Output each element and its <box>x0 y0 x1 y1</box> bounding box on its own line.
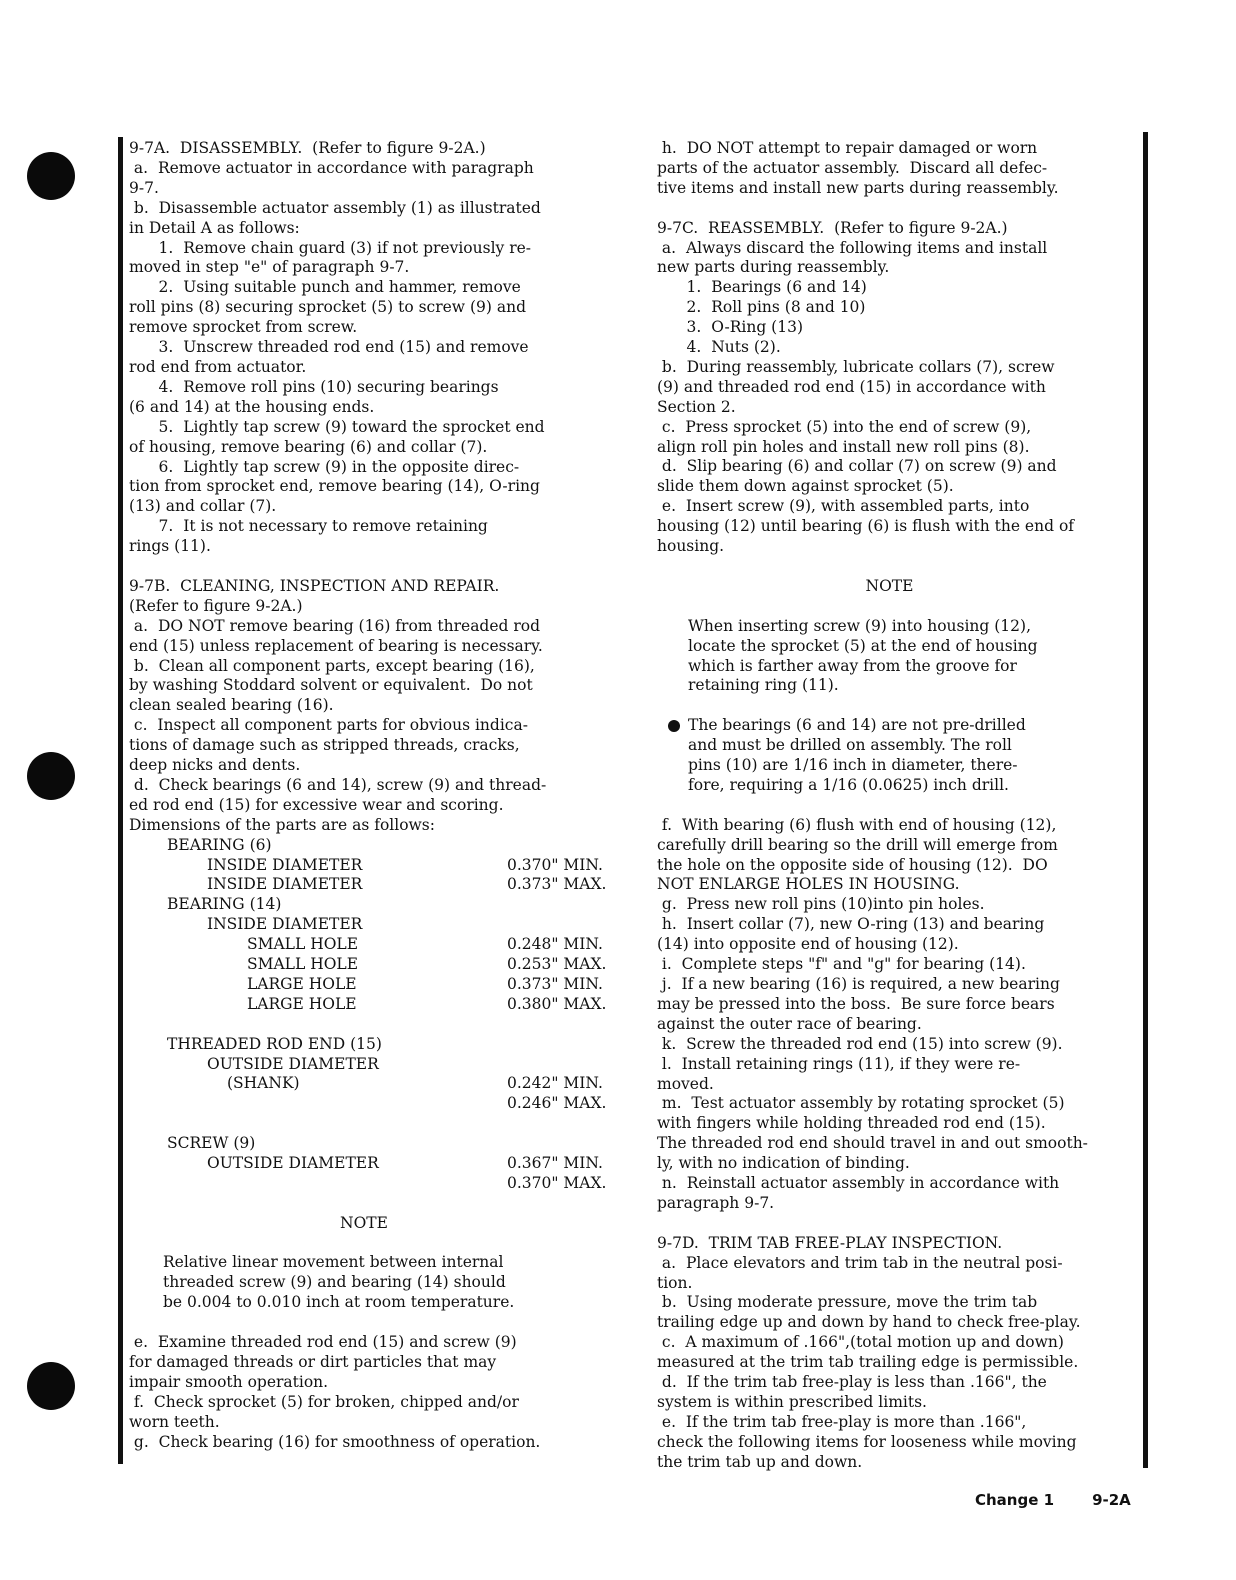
text-line: 3. O-Ring (13) <box>657 318 803 337</box>
reassembly-section <box>657 219 1147 557</box>
text-line: worn teeth. <box>129 1412 220 1431</box>
repair-step <box>657 139 1147 199</box>
change-number: Change 1 <box>975 1491 1055 1509</box>
note-body <box>688 617 1147 697</box>
text-line: with fingers while holding threaded rod end (15). <box>657 1114 1046 1133</box>
text-line: b. Disassemble actuator assembly (1) as illustrated <box>129 198 541 217</box>
dimension-label: SCREW (9) <box>167 1134 256 1153</box>
page-footer <box>975 1491 1131 1509</box>
text-line: clean sealed bearing (16). <box>129 696 334 715</box>
reassembly-steps <box>657 816 1147 1214</box>
text-line: d. If the trim tab free-play is less than .166", the <box>657 1373 1047 1392</box>
text-line: 1. Bearings (6 and 14) <box>657 278 867 297</box>
dimension-row <box>167 915 609 935</box>
dimensions-table <box>167 836 609 1194</box>
dimension-row <box>167 1035 609 1055</box>
cleaning-inspection-section <box>129 577 609 836</box>
dimension-row <box>167 955 609 975</box>
left-column <box>129 139 609 1452</box>
dimension-row <box>167 1094 609 1114</box>
text-line: 5. Lightly tap screw (9) toward the sprocket end <box>129 417 545 436</box>
binder-hole-top <box>27 152 75 200</box>
dimension-value: 0.380" MAX. <box>507 994 607 1013</box>
text-line: b. During reassembly, lubricate collars (7), screw <box>657 357 1055 376</box>
dimension-row <box>167 1174 609 1194</box>
dimension-row <box>167 1134 609 1154</box>
dimension-row <box>167 1015 609 1035</box>
text-line: tive items and install new parts during reassembly. <box>657 178 1059 197</box>
bullet-icon <box>668 720 680 732</box>
text-line: b. Using moderate pressure, move the trim tab <box>657 1293 1038 1312</box>
note-line: be 0.004 to 0.010 inch at room temperature. <box>163 1293 515 1312</box>
note-line: threaded screw (9) and bearing (14) should <box>163 1273 506 1292</box>
text-line: 9-7A. DISASSEMBLY. (Refer to figure 9-2A.) <box>129 139 486 157</box>
right-column <box>657 139 1147 1473</box>
text-line: (Refer to figure 9-2A.) <box>129 596 303 615</box>
text-line: for damaged threads or dirt particles that may <box>129 1352 497 1371</box>
page-number: 9-2A <box>1092 1491 1131 1509</box>
text-line: moved in step "e" of paragraph 9-7. <box>129 258 410 277</box>
dimension-value: 0.248" MIN. <box>507 935 603 954</box>
dimension-label: LARGE HOLE <box>247 974 357 993</box>
bulleted-note <box>688 716 1147 796</box>
text-line: d. Slip bearing (6) and collar (7) on screw (9) and <box>657 457 1057 476</box>
text-line: a. Place elevators and trim tab in the neutral posi- <box>657 1253 1063 1272</box>
text-line: of housing, remove bearing (6) and collar (7). <box>129 437 488 456</box>
text-line: a. Remove actuator in accordance with paragraph <box>129 158 534 177</box>
text-line: l. Install retaining rings (11), if they were re- <box>657 1054 1021 1073</box>
dimension-row <box>167 1154 609 1174</box>
change-bar-left <box>118 137 123 1464</box>
text-line: n. Reinstall actuator assembly in accordance with <box>657 1174 1060 1193</box>
note-body <box>163 1253 609 1313</box>
text-line: rings (11). <box>129 537 211 556</box>
bullet-note-text: The bearings (6 and 14) are not pre-drilled <box>688 716 1026 735</box>
text-line: 2. Using suitable punch and hammer, remove <box>129 278 521 297</box>
trim-tab-inspection-section <box>657 1234 1147 1473</box>
text-line: e. If the trim tab free-play is more than .166", <box>657 1412 1027 1431</box>
dimension-row <box>167 935 609 955</box>
text-line: in Detail A as follows: <box>129 218 300 237</box>
dimension-label: BEARING (14) <box>167 895 282 914</box>
text-line: ed rod end (15) for excessive wear and scoring. <box>129 795 504 814</box>
text-line: e. Examine threaded rod end (15) and screw (9) <box>129 1333 517 1352</box>
text-line: h. DO NOT attempt to repair damaged or worn <box>657 139 1038 157</box>
text-line: The threaded rod end should travel in and out smooth- <box>657 1134 1088 1153</box>
text-line: rod end from actuator. <box>129 357 307 376</box>
inspection-steps <box>129 1333 609 1452</box>
text-line: g. Press new roll pins (10)into pin holes. <box>657 895 985 914</box>
text-line: ly, with no indication of binding. <box>657 1154 910 1173</box>
text-line: end (15) unless replacement of bearing is necessary. <box>129 636 543 655</box>
text-line: b. Clean all component parts, except bearing (16), <box>129 656 535 675</box>
dimension-row <box>167 856 609 876</box>
text-line: roll pins (8) securing sprocket (5) to screw (9) and <box>129 298 527 317</box>
note-line: When inserting screw (9) into housing (12), <box>688 616 1031 635</box>
text-line: f. With bearing (6) flush with end of housing (12), <box>657 815 1057 834</box>
disassembly-section <box>129 139 609 557</box>
text-line: tion. <box>657 1273 693 1292</box>
text-line: a. DO NOT remove bearing (16) from threaded rod <box>129 616 541 635</box>
text-line: the trim tab up and down. <box>657 1452 863 1471</box>
text-line: 3. Unscrew threaded rod end (15) and remove <box>129 338 529 357</box>
dimension-value: 0.373" MIN. <box>507 974 603 993</box>
bullet-note-text: fore, requiring a 1/16 (0.0625) inch drill. <box>688 775 1009 794</box>
dimension-row <box>167 836 609 856</box>
bullet-note-line <box>688 736 1147 756</box>
text-line: 9-7. <box>129 178 159 197</box>
note-line: Relative linear movement between internal <box>163 1253 504 1272</box>
text-line: system is within prescribed limits. <box>657 1393 927 1411</box>
text-line: c. A maximum of .166",(total motion up and down) <box>657 1333 1064 1352</box>
text-line: by washing Stoddard solvent or equivalent. Do not <box>129 676 533 695</box>
note-line: which is farther away from the groove for <box>688 656 1017 675</box>
dimension-label: THREADED ROD END (15) <box>167 1034 382 1053</box>
text-line: against the outer race of bearing. <box>657 1014 922 1033</box>
text-line: housing. <box>657 537 725 556</box>
text-line: may be pressed into the boss. Be sure force bears <box>657 994 1055 1013</box>
text-line: c. Press sprocket (5) into the end of screw (9), <box>657 417 1032 436</box>
dimension-value: 0.373" MAX. <box>507 875 607 894</box>
text-line: i. Complete steps "f" and "g" for bearing (14). <box>657 955 1026 974</box>
bullet-note-line <box>688 756 1147 776</box>
dimension-row <box>167 1055 609 1075</box>
text-line: moved. <box>657 1074 714 1093</box>
text-line: paragraph 9-7. <box>657 1193 775 1212</box>
dimension-label: INSIDE DIAMETER <box>207 855 363 874</box>
text-line: the hole on the opposite side of housing (12). DO <box>657 855 1048 874</box>
text-line: j. If a new bearing (16) is required, a new bearing <box>657 974 1060 993</box>
note-line: retaining ring (11). <box>688 676 839 695</box>
text-line: h. Insert collar (7), new O-ring (13) and bearing <box>657 915 1045 934</box>
note-line: locate the sprocket (5) at the end of housing <box>688 636 1038 655</box>
text-line: g. Check bearing (16) for smoothness of operation. <box>129 1432 541 1451</box>
dimension-value: 0.242" MIN. <box>507 1074 603 1093</box>
dimension-row <box>167 1074 609 1094</box>
note-heading: NOTE <box>340 1213 388 1232</box>
dimension-row <box>167 975 609 995</box>
text-line: carefully drill bearing so the drill will emerge from <box>657 835 1058 854</box>
text-line: 4. Remove roll pins (10) securing bearings <box>129 377 499 396</box>
text-line: new parts during reassembly. <box>657 258 890 277</box>
text-line: 2. Roll pins (8 and 10) <box>657 298 866 317</box>
text-line: measured at the trim tab trailing edge is permissible. <box>657 1353 1079 1372</box>
dimension-label: BEARING (6) <box>167 835 272 854</box>
bullet-note-text: pins (10) are 1/16 inch in diameter, there- <box>688 756 1018 775</box>
dimension-label: OUTSIDE DIAMETER <box>207 1153 379 1172</box>
dimension-label: OUTSIDE DIAMETER <box>207 1054 379 1073</box>
binder-hole-bottom <box>27 1362 75 1410</box>
text-line: k. Screw the threaded rod end (15) into screw (9). <box>657 1034 1063 1053</box>
text-line: c. Inspect all component parts for obvious indica- <box>129 716 528 735</box>
text-line: parts of the actuator assembly. Discard all defec- <box>657 158 1048 177</box>
dimension-row <box>167 875 609 895</box>
text-line: Section 2. <box>657 397 736 416</box>
dimension-row <box>167 895 609 915</box>
text-line: remove sprocket from screw. <box>129 318 358 337</box>
dimension-row <box>167 1114 609 1134</box>
text-line: a. Always discard the following items and install <box>657 238 1048 257</box>
binder-hole-middle <box>27 752 75 800</box>
text-line: 6. Lightly tap screw (9) in the opposite direc- <box>129 457 520 476</box>
text-line: Dimensions of the parts are as follows: <box>129 815 435 834</box>
text-line: e. Insert screw (9), with assembled parts, into <box>657 497 1030 516</box>
dimension-row <box>167 995 609 1015</box>
dimension-label: SMALL HOLE <box>247 935 359 954</box>
bullet-note-line <box>688 776 1147 796</box>
text-line: f. Check sprocket (5) for broken, chipped and/or <box>129 1392 519 1411</box>
dimension-value: 0.253" MAX. <box>507 955 607 974</box>
text-line: d. Check bearings (6 and 14), screw (9) and thread- <box>129 775 547 794</box>
text-line: align roll pin holes and install new roll pins (8). <box>657 437 1030 456</box>
dimension-value: 0.370" MAX. <box>507 1173 607 1192</box>
bullet-note-line <box>688 716 1147 736</box>
text-line: housing (12) until bearing (6) is flush with the end of <box>657 517 1075 536</box>
text-line: 4. Nuts (2). <box>657 338 781 357</box>
text-line: check the following items for looseness while moving <box>657 1432 1077 1451</box>
text-line: (6 and 14) at the housing ends. <box>129 397 375 416</box>
text-line: impair smooth operation. <box>129 1372 329 1391</box>
dimension-value: 0.370" MIN. <box>507 855 603 874</box>
text-line: (13) and collar (7). <box>129 497 277 516</box>
dimension-label: INSIDE DIAMETER <box>207 875 363 894</box>
text-line: deep nicks and dents. <box>129 756 301 775</box>
text-line: (9) and threaded rod end (15) in accordance with <box>657 377 1046 396</box>
text-line: 9-7C. REASSEMBLY. (Refer to figure 9-2A.) <box>657 218 1008 237</box>
text-line: trailing edge up and down by hand to check free-play. <box>657 1313 1081 1332</box>
dimension-value: 0.367" MIN. <box>507 1153 603 1172</box>
text-line: (14) into opposite end of housing (12). <box>657 935 959 954</box>
text-line: 9-7B. CLEANING, INSPECTION AND REPAIR. <box>129 576 500 595</box>
dimension-label: LARGE HOLE <box>247 994 357 1013</box>
text-line: tions of damage such as stripped threads, cracks, <box>129 736 520 755</box>
text-line: tion from sprocket end, remove bearing (14), O-ring <box>129 477 540 496</box>
note-heading: NOTE <box>865 576 914 595</box>
dimension-value: 0.246" MAX. <box>507 1094 607 1113</box>
dimension-label: SMALL HOLE <box>247 955 359 974</box>
bullet-note-text: and must be drilled on assembly. The roll <box>688 736 1012 755</box>
dimension-label: INSIDE DIAMETER <box>207 915 363 934</box>
text-line: 1. Remove chain guard (3) if not previously re- <box>129 238 532 257</box>
dimension-label: (SHANK) <box>227 1074 300 1093</box>
text-line: NOT ENLARGE HOLES IN HOUSING. <box>657 875 960 894</box>
text-line: slide them down against sprocket (5). <box>657 477 954 496</box>
text-line: 7. It is not necessary to remove retaining <box>129 517 488 536</box>
text-line: 9-7D. TRIM TAB FREE-PLAY INSPECTION. <box>657 1233 1003 1252</box>
text-line: m. Test actuator assembly by rotating sprocket (5) <box>657 1094 1065 1113</box>
